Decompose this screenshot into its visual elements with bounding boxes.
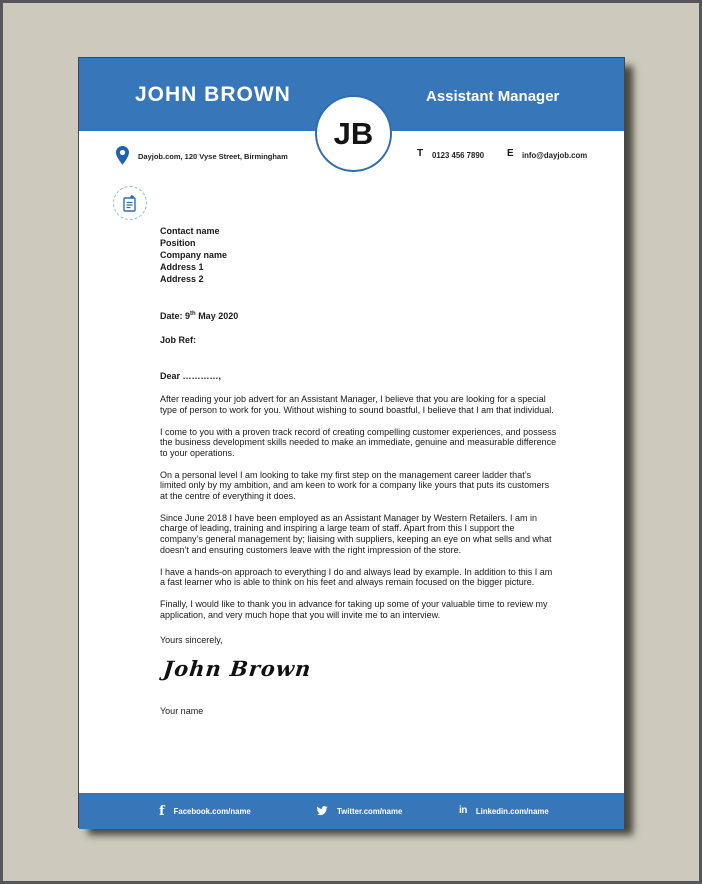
job-ref-label: Job Ref:: [160, 334, 196, 345]
document-badge: [113, 186, 147, 220]
cover-letter-page: [78, 57, 625, 828]
date-line: [160, 309, 558, 322]
footer-link-linkedin[interactable]: [459, 793, 549, 829]
paragraph: Finally, I would like to thank you in advance for taking up some of your valuable time to review my application, and very much hope that you will invite me to an interview.: [160, 598, 548, 620]
paragraph: On a personal level I am looking to take my first step on the management career ladder that’s limited only by my ambition, and am keen to work for a company like yours that puts its customers at the centre of everything it does.: [160, 469, 550, 502]
address-text: Dayjob.com, 120 Vyse Street, Birmingham: [138, 152, 288, 161]
linkedin-link-label: Linkedin.com/name: [475, 806, 549, 816]
footer-link-facebook[interactable]: [159, 793, 251, 829]
recipient-block: [160, 225, 558, 285]
salutation: Dear …………,: [160, 371, 222, 382]
facebook-icon: f: [159, 803, 165, 819]
date-prefix: Date: 9: [160, 311, 191, 321]
twitter-link-label: Twitter.com/name: [337, 806, 403, 816]
footer-social-bar: [79, 793, 624, 829]
recipient-line: Contact name: [160, 226, 220, 236]
phone-number: 0123 456 7890: [432, 151, 485, 160]
recipient-line: Address 2: [160, 274, 204, 284]
linkedin-icon: in: [459, 805, 467, 816]
date-ordinal: th: [190, 311, 196, 317]
candidate-name: JOHN BROWN: [135, 83, 291, 106]
job-title: Assistant Manager: [426, 88, 560, 105]
paragraph: I have a hands-on approach to everything I do and always lead by example. In addition to this I am a fast learner who is able to think on his feet and always remain focused on the bigger picture.: [160, 566, 553, 588]
recipient-line: Company name: [160, 250, 228, 260]
twitter-icon: [316, 806, 328, 816]
location-pin-icon: [116, 146, 129, 165]
date-suffix: May 2020: [195, 311, 239, 321]
footer-link-twitter[interactable]: [316, 793, 402, 829]
paragraph: After reading your job advert for an Assistant Manager, I believe that you are looking for a special type of person to work for you. Without wishing to sound boastful, I believe that I am that individual.: [160, 394, 554, 415]
recipient-line: Address 1: [160, 262, 204, 272]
sender-name: Your name: [160, 706, 204, 717]
email-address[interactable]: info@dayjob.com: [522, 151, 588, 160]
phone-label: T: [417, 148, 424, 159]
monogram-initials: JB: [333, 115, 374, 151]
email-label: E: [507, 148, 514, 159]
facebook-link-label: Facebook.com/name: [173, 806, 251, 816]
signature: John Brown: [162, 656, 313, 682]
document-icon: [122, 194, 138, 213]
paragraph: I come to you with a proven track record of creating compelling customer experiences, and possess the business development skills needed to make an immediate, genuine and measurable difference to your operations.: [160, 426, 557, 458]
recipient-line: Position: [160, 238, 196, 248]
closing-line: Yours sincerely,: [160, 635, 223, 646]
monogram-badge: [315, 95, 392, 172]
letter-body: [160, 225, 558, 717]
paragraph: Since June 2018 I have been employed as an Assistant Manager by Western Retailers. I am in charge of leading, training and inspiring a large team of staff. Apart from this I support the company’s general management by; liaising with suppliers, keeping an eye on what sells and what doesn’t and ensuring customers leave with the right impression of the store.: [160, 512, 552, 555]
